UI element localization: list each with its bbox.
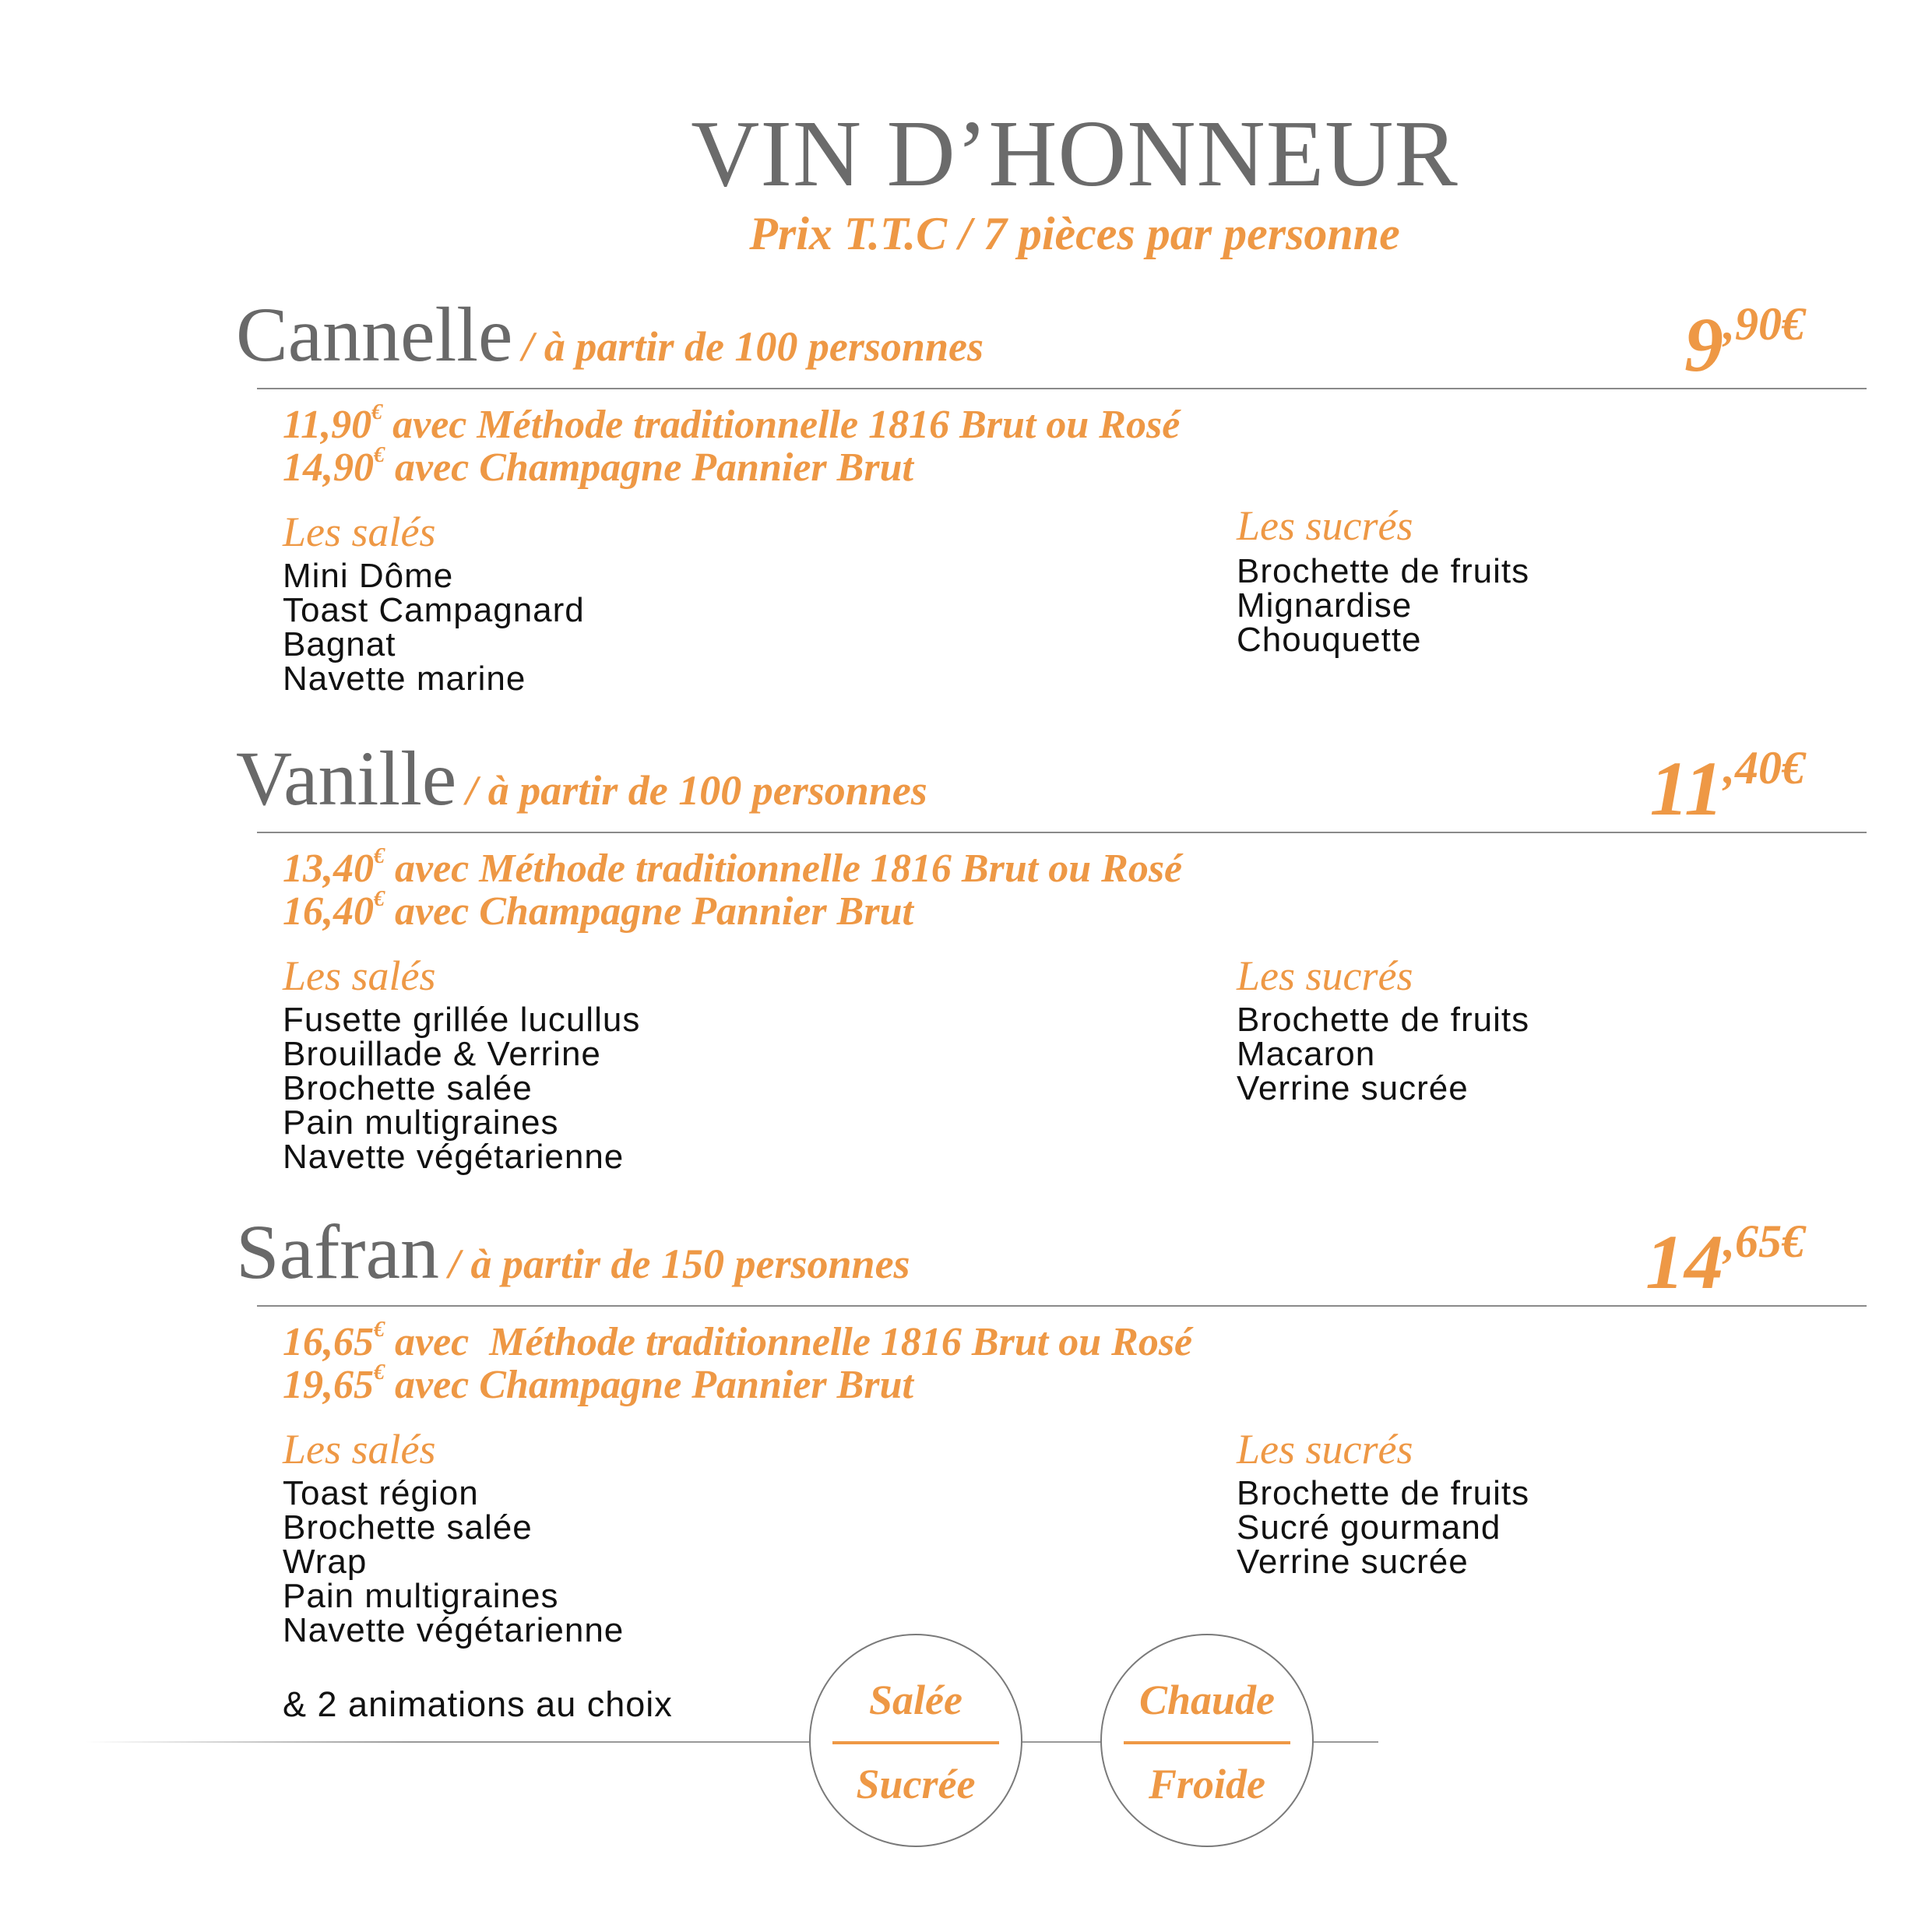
section-heading <box>236 1207 910 1297</box>
option-currency: € <box>374 887 385 911</box>
section-divider <box>257 388 1867 389</box>
sales-title: Les salés <box>283 1426 436 1473</box>
option-text: avec Champagne Pannier Brut <box>385 445 913 490</box>
animation-choice-salee-sucree <box>809 1634 1022 1847</box>
option-currency: € <box>374 844 385 868</box>
section-min-guests: / à partir de 150 personnes <box>449 1240 910 1287</box>
list-item: Verrine sucrée <box>1237 1069 1469 1107</box>
animations-label: & 2 animations au choix <box>283 1684 673 1724</box>
option-text: avec Méthode traditionnelle 1816 Brut ou Rosé <box>385 1320 1193 1364</box>
price-cents: ,90€ <box>1723 298 1805 350</box>
list-item: Pain multigraines <box>283 1577 559 1615</box>
price-main: 14 <box>1645 1219 1723 1305</box>
list-item: Toast Campagnard <box>283 591 585 629</box>
list-item: Brochette salée <box>283 1069 533 1107</box>
option-line <box>283 1360 913 1408</box>
menu-section-vanille <box>0 734 1932 1216</box>
option-price: 19,65 <box>283 1363 374 1407</box>
list-item: Navette végétarienne <box>283 1611 625 1649</box>
sales-list <box>283 1476 624 1648</box>
option-line <box>283 400 1180 448</box>
section-divider <box>257 1305 1867 1307</box>
section-min-guests: / à partir de 100 personnes <box>522 323 984 370</box>
option-line <box>283 1318 1192 1365</box>
page-subtitle: Prix T.T.C / 7 pièces par personne <box>749 208 1400 259</box>
list-item: Verrine sucrée <box>1237 1543 1469 1581</box>
list-item: Fusette grillée lucullus <box>283 1001 641 1039</box>
price-main: 9 <box>1684 301 1723 388</box>
section-heading <box>236 290 984 379</box>
price-cents: ,65€ <box>1723 1216 1805 1267</box>
option-currency: € <box>374 1360 385 1385</box>
choice-bottom-label: Froide <box>1148 1761 1265 1807</box>
sucres-title: Les sucrés <box>1237 1426 1413 1473</box>
option-currency: € <box>374 443 385 467</box>
option-line <box>283 443 913 491</box>
section-price <box>1684 297 1805 389</box>
animation-choice-chaude-froide <box>1100 1634 1314 1847</box>
section-min-guests: / à partir de 100 personnes <box>466 767 927 814</box>
list-item: Brouillade & Verrine <box>283 1035 601 1073</box>
option-price: 14,90 <box>283 445 374 490</box>
option-price: 16,65 <box>283 1320 374 1364</box>
list-item: Brochette de fruits <box>1237 552 1530 590</box>
option-line <box>283 844 1182 892</box>
list-item: Chouquette <box>1237 621 1422 659</box>
section-heading <box>236 734 927 823</box>
sucres-list <box>1237 554 1529 657</box>
sucres-list <box>1237 1003 1529 1106</box>
choice-top-label: Chaude <box>1138 1677 1276 1723</box>
section-name: Vanille <box>236 735 457 822</box>
option-line <box>283 887 913 934</box>
sucres-list <box>1237 1476 1529 1579</box>
sales-title: Les salés <box>283 952 436 999</box>
list-item: Navette végétarienne <box>283 1138 625 1176</box>
page-title: VIN D’HONNEUR <box>691 101 1459 206</box>
section-name: Safran <box>236 1209 439 1295</box>
sales-title: Les salés <box>283 509 436 555</box>
list-item: Sucré gourmand <box>1237 1508 1501 1547</box>
option-text: avec Méthode traditionnelle 1816 Brut ou Rosé <box>382 403 1181 447</box>
choice-top-label: Salée <box>869 1677 962 1723</box>
option-price: 13,40 <box>283 846 374 891</box>
option-text: avec Champagne Pannier Brut <box>385 1363 913 1407</box>
section-price <box>1650 741 1805 833</box>
menu-section-cannelle <box>0 290 1932 772</box>
list-item: Brochette salée <box>283 1508 533 1547</box>
choice-divider <box>1124 1741 1290 1744</box>
choice-bottom-label: Sucrée <box>856 1761 976 1807</box>
list-item: Macaron <box>1237 1035 1376 1073</box>
section-price <box>1645 1215 1805 1307</box>
menu-section-safran <box>0 1207 1932 1690</box>
list-item: Brochette de fruits <box>1237 1474 1530 1512</box>
option-currency: € <box>371 400 383 424</box>
option-price: 16,40 <box>283 889 374 934</box>
option-price: 11,90 <box>283 403 372 447</box>
price-cents: ,40€ <box>1723 742 1805 794</box>
list-item: Bagnat <box>283 625 396 663</box>
section-divider <box>257 832 1867 833</box>
list-item: Mignardise <box>1237 586 1413 625</box>
sucres-title: Les sucrés <box>1237 502 1413 549</box>
sucres-title: Les sucrés <box>1237 952 1413 999</box>
sales-list <box>283 559 585 696</box>
option-currency: € <box>374 1318 385 1342</box>
list-item: Pain multigraines <box>283 1103 559 1142</box>
option-text: avec Champagne Pannier Brut <box>385 889 913 934</box>
section-name: Cannelle <box>236 291 513 378</box>
choice-divider <box>832 1741 999 1744</box>
list-item: Wrap <box>283 1543 368 1581</box>
list-item: Mini Dôme <box>283 557 454 595</box>
price-main: 11 <box>1649 745 1723 832</box>
list-item: Toast région <box>283 1474 479 1512</box>
list-item: Brochette de fruits <box>1237 1001 1530 1039</box>
option-text: avec Méthode traditionnelle 1816 Brut ou Rosé <box>385 846 1183 891</box>
list-item: Navette marine <box>283 660 526 698</box>
sales-list <box>283 1003 640 1174</box>
